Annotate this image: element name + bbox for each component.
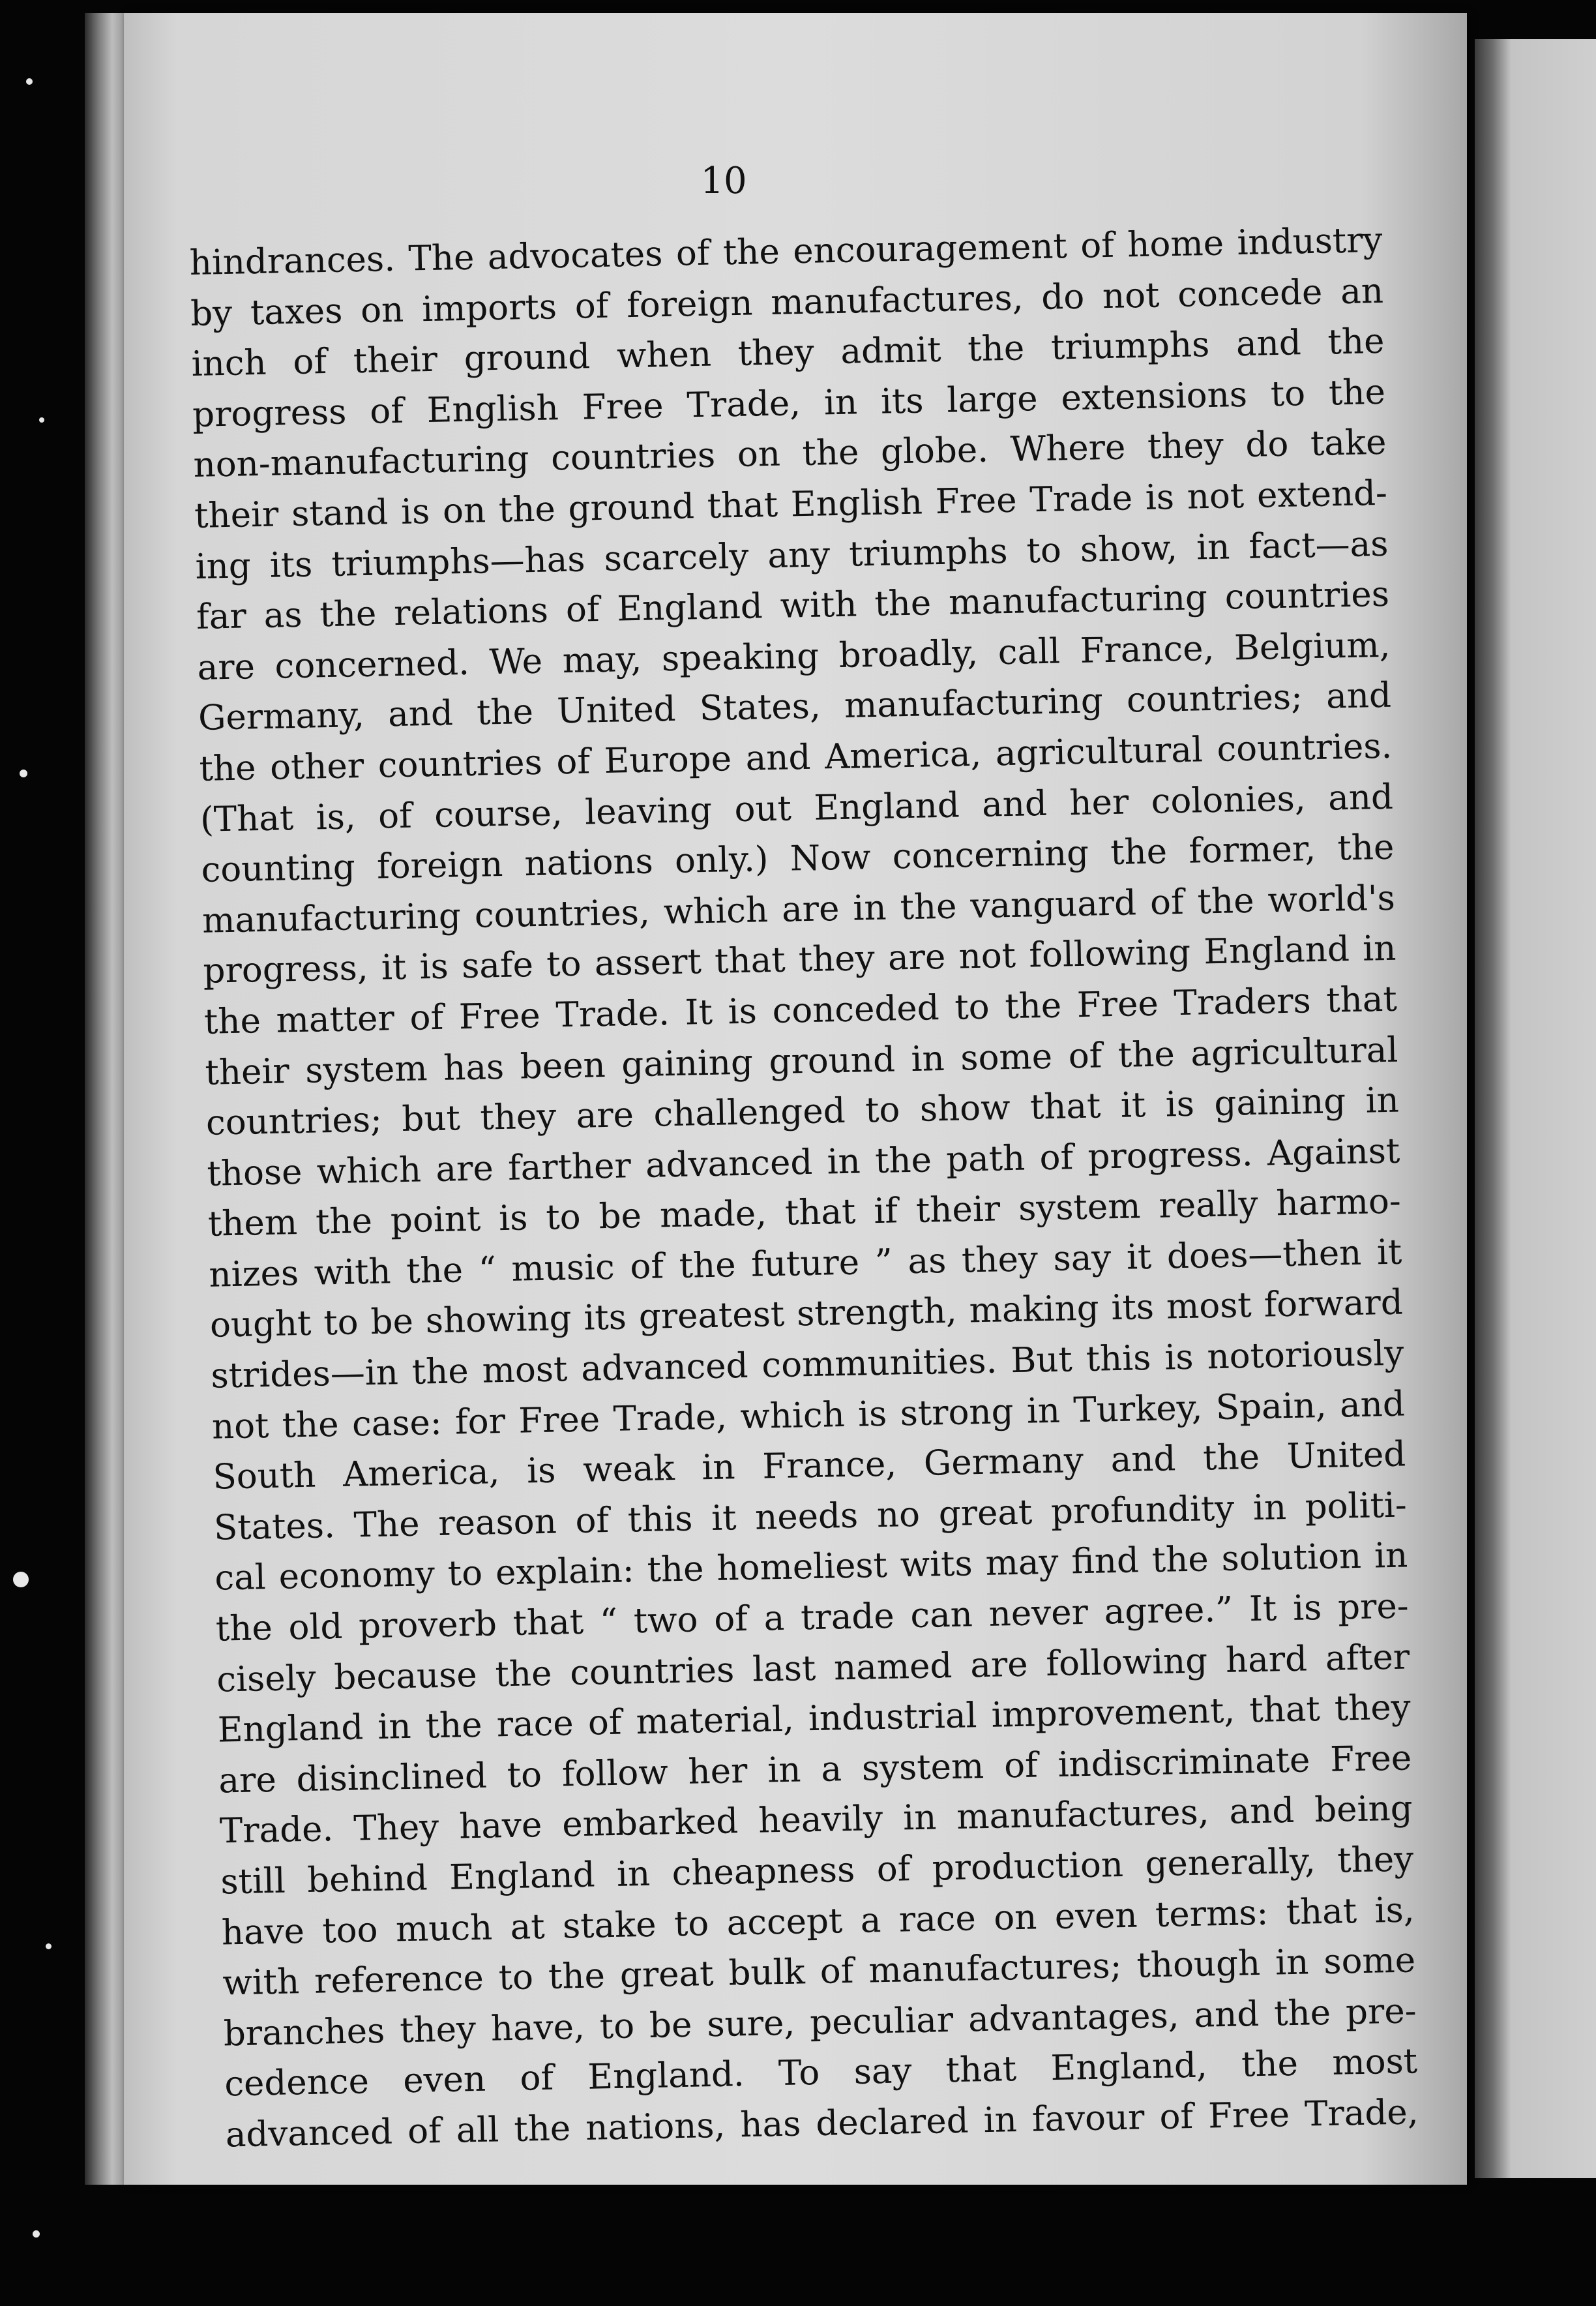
text-line: inch of their ground when they admit the triumphs and the bbox=[191, 322, 1385, 385]
scan-dust-speck bbox=[26, 78, 33, 85]
text-line: Trade. They have embarked heavily in manufactures, and being bbox=[219, 1788, 1413, 1851]
text-line: counting foreign nations only.) Now concerning the former, the bbox=[201, 827, 1395, 890]
text-line: those which are farther advanced in the path of progress. Against bbox=[206, 1131, 1400, 1194]
text-line: their stand is on the ground that English Free Trade is not extend- bbox=[194, 473, 1388, 536]
text-line: by taxes on imports of foreign manufactures, do not concede an bbox=[190, 271, 1384, 334]
text-line: the matter of Free Trade. It is conceded to the Free Traders that bbox=[203, 979, 1398, 1042]
text-line: hindrances. The advocates of the encouragement of home industry bbox=[189, 220, 1383, 283]
book-page bbox=[124, 13, 1467, 2185]
text-line: cedence even of England. To say that England, the most bbox=[224, 2041, 1418, 2104]
text-line: are disinclined to follow her in a system of indiscriminate Free bbox=[218, 1738, 1412, 1801]
text-line: their system has been gaining ground in some of the agricultural bbox=[204, 1030, 1398, 1093]
scan-dust-speck bbox=[13, 1572, 29, 1587]
text-line: them the point is to be made, that if their system really harmo- bbox=[207, 1181, 1402, 1244]
text-line: South America, is weak in France, Germany and the United bbox=[212, 1434, 1406, 1497]
text-line: with reference to the great bulk of manufactures; though in some bbox=[222, 1940, 1416, 2003]
text-line: strides—in the most advanced communities. But this is notoriously bbox=[210, 1333, 1404, 1396]
page-body-text bbox=[189, 215, 1419, 2161]
text-line: Germany, and the United States, manufacturing countries; and bbox=[198, 676, 1392, 739]
text-line: far as the relations of England with the manufacturing countries bbox=[196, 574, 1390, 638]
text-line: (That is, of course, leaving out England and her colonies, and bbox=[200, 777, 1394, 840]
scan-dust-speck bbox=[46, 1943, 52, 1949]
text-line: still behind England in cheapness of production generally, they bbox=[220, 1839, 1414, 1902]
scan-dust-speck bbox=[39, 417, 44, 423]
text-line: ing its triumphs—has scarcely any triumphs to show, in fact—as bbox=[195, 524, 1389, 587]
scan-dust-speck bbox=[33, 2230, 40, 2238]
text-line: not the case: for Free Trade, which is strong in Turkey, Spain, and bbox=[211, 1384, 1406, 1447]
scan-dust-speck bbox=[20, 770, 27, 777]
text-line: the old proverb that “ two of a trade can never agree.” It is pre- bbox=[215, 1586, 1410, 1649]
text-line: States. The reason of this it needs no great profundity in politi- bbox=[213, 1485, 1408, 1548]
page-number: 10 bbox=[700, 160, 747, 202]
text-line: cisely because the countries last named are following hard after bbox=[216, 1637, 1410, 1700]
text-line: non-manufacturing countries on the globe. Where they do take bbox=[193, 423, 1387, 486]
text-line: the other countries of Europe and America, agricultural countries. bbox=[199, 726, 1393, 789]
text-line: nizes with the “ music of the future ” as they say it does—then it bbox=[208, 1232, 1402, 1295]
text-line: countries; but they are challenged to show that it is gaining in bbox=[205, 1080, 1400, 1143]
text-line: branches they have, to be sure, peculiar advantages, and the pre- bbox=[223, 1991, 1417, 2054]
text-line: ought to be showing its greatest strength, making its most forward bbox=[209, 1283, 1404, 1346]
text-line: progress, it is safe to assert that they are not following England in bbox=[203, 928, 1396, 992]
text-line: England in the race of material, industrial improvement, that they bbox=[217, 1687, 1411, 1750]
text-line: progress of English Free Trade, in its large extensions to the bbox=[192, 372, 1386, 435]
text-line: have too much at stake to accept a race on even terms: that is, bbox=[221, 1889, 1415, 1953]
text-line: cal economy to explain: the homeliest wits may find the solution in bbox=[214, 1535, 1408, 1599]
text-line: manufacturing countries, which are in the vanguard of the world's bbox=[201, 878, 1396, 941]
text-line: advanced of all the nations, has declared in favour of Free Trade, bbox=[225, 2092, 1419, 2155]
text-line: are concerned. We may, speaking broadly, call France, Belgium, bbox=[197, 625, 1391, 688]
adjacent-page-edge bbox=[1475, 39, 1596, 2178]
